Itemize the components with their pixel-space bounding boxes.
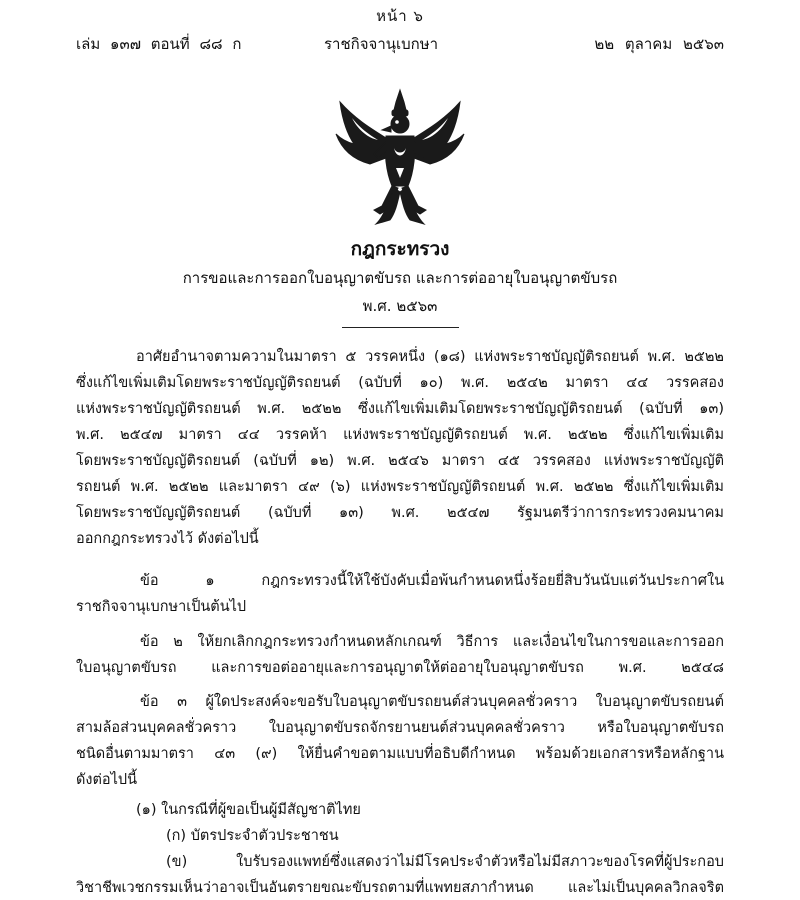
clause-1-line: ราชกิจจานุเบกษาเป็นต้นไป — [76, 599, 247, 615]
clause-2-line: ใบอนุญาตขับรถ และการขอต่ออายุและการอนุญาตให้ต่ออายุใบอนุญาตขับรถ พ.ศ. ๒๕๔๘ — [76, 660, 724, 676]
title-divider — [342, 327, 459, 328]
preamble-line: อาศัยอำนาจตามความในมาตรา ๕ วรรคหนึ่ง (๑๘) แห่งพระราชบัญญัติรถยนต์ พ.ศ. ๒๕๒๒ — [136, 349, 724, 365]
clause-1-line: ข้อ ๑ กฎกระทรวงนี้ให้ใช้บังคับเมื่อพ้นกำหนดหนึ่งร้อยยี่สิบวันนับแต่วันประกาศใน — [140, 573, 724, 589]
publication-name: ราชกิจจานุเบกษา — [324, 35, 439, 53]
page-number: หน้า ๖ — [376, 7, 424, 25]
preamble-line: รถยนต์ พ.ศ. ๒๕๒๒ และมาตรา ๔๙ (๖) แห่งพระราชบัญญัติรถยนต์ พ.ศ. ๒๕๒๒ ซึ่งแก้ไขเพิ่มเติม — [76, 479, 724, 495]
volume-issue: เล่ม ๑๓๗ ตอนที่ ๘๘ ก — [76, 35, 242, 53]
clause-3-line: ชนิดอื่นตามมาตรา ๔๓ (๙) ให้ยื่นคำขอตามแบบที่อธิบดีกำหนด พร้อมด้วยเอกสารหรือหลักฐาน — [76, 746, 724, 762]
subclause-line: วิชาชีพเวชกรรมเห็นว่าอาจเป็นอันตรายขณะขับรถตามที่แพทยสภากำหนด และไม่เป็นบุคคลวิกลจริต — [76, 880, 724, 896]
running-header — [76, 32, 724, 54]
subclause-line: (๑) ในกรณีที่ผู้ขอเป็นผู้มีสัญชาติไทย — [136, 802, 361, 818]
document-subtitle: การขอและการออกใบอนุญาตขับรถ และการต่ออายุใบอนุญาตขับรถ — [182, 269, 618, 287]
publication-date: ๒๒ ตุลาคม ๒๕๖๓ — [594, 35, 724, 53]
preamble-line: ออกกฎกระทรวงไว้ ดังต่อไปนี้ — [76, 531, 259, 547]
preamble-line: โดยพระราชบัญญัติรถยนต์ (ฉบับที่ ๑๓) พ.ศ. ๒๕๔๗ รัฐมนตรีว่าการกระทรวงคมนาคม — [76, 505, 724, 521]
preamble-line: แห่งพระราชบัญญัติรถยนต์ พ.ศ. ๒๕๒๒ ซึ่งแก้ไขเพิ่มเติมโดยพระราชบัญญัติรถยนต์ (ฉบับที่ ๑๓) — [76, 401, 724, 417]
clause-3-line: สามล้อส่วนบุคคลชั่วคราว ใบอนุญาตขับรถจักรยานยนต์ส่วนบุคคลชั่วคราว หรือใบอนุญาตขับรถ — [76, 720, 724, 736]
garuda-emblem-icon — [334, 88, 466, 228]
clause-3-line: ข้อ ๓ ผู้ใดประสงค์จะขอรับใบอนุญาตขับรถยนต์ส่วนบุคคลชั่วคราว ใบอนุญาตขับรถยนต์ — [140, 694, 724, 710]
document-year: พ.ศ. ๒๕๖๓ — [362, 297, 438, 315]
document-title: กฎกระทรวง — [350, 238, 450, 260]
preamble-line: ซึ่งแก้ไขเพิ่มเติมโดยพระราชบัญญัติรถยนต์ (ฉบับที่ ๑๐) พ.ศ. ๒๕๔๒ มาตรา ๔๔ วรรคสอง — [76, 375, 724, 391]
preamble-line: พ.ศ. ๒๕๔๗ มาตรา ๔๔ วรรคห้า แห่งพระราชบัญญัติรถยนต์ พ.ศ. ๒๕๒๒ ซึ่งแก้ไขเพิ่มเติม — [76, 427, 724, 443]
subclause-line: (ก) บัตรประจำตัวประชาชน — [166, 828, 339, 844]
preamble-line: โดยพระราชบัญญัติรถยนต์ (ฉบับที่ ๑๒) พ.ศ. ๒๕๔๖ มาตรา ๔๕ วรรคสอง แห่งพระราชบัญญัติ — [76, 453, 724, 469]
subclause-line: (ข) ใบรับรองแพทย์ซึ่งแสดงว่าไม่มีโรคประจำตัวหรือไม่มีสภาวะของโรคที่ผู้ประกอบ — [166, 854, 724, 870]
clause-2-line: ข้อ ๒ ให้ยกเลิกกฎกระทรวงกำหนดหลักเกณฑ์ วิธีการ และเงื่อนไขในการขอและการออก — [140, 634, 724, 650]
clause-3-line: ดังต่อไปนี้ — [76, 772, 138, 788]
